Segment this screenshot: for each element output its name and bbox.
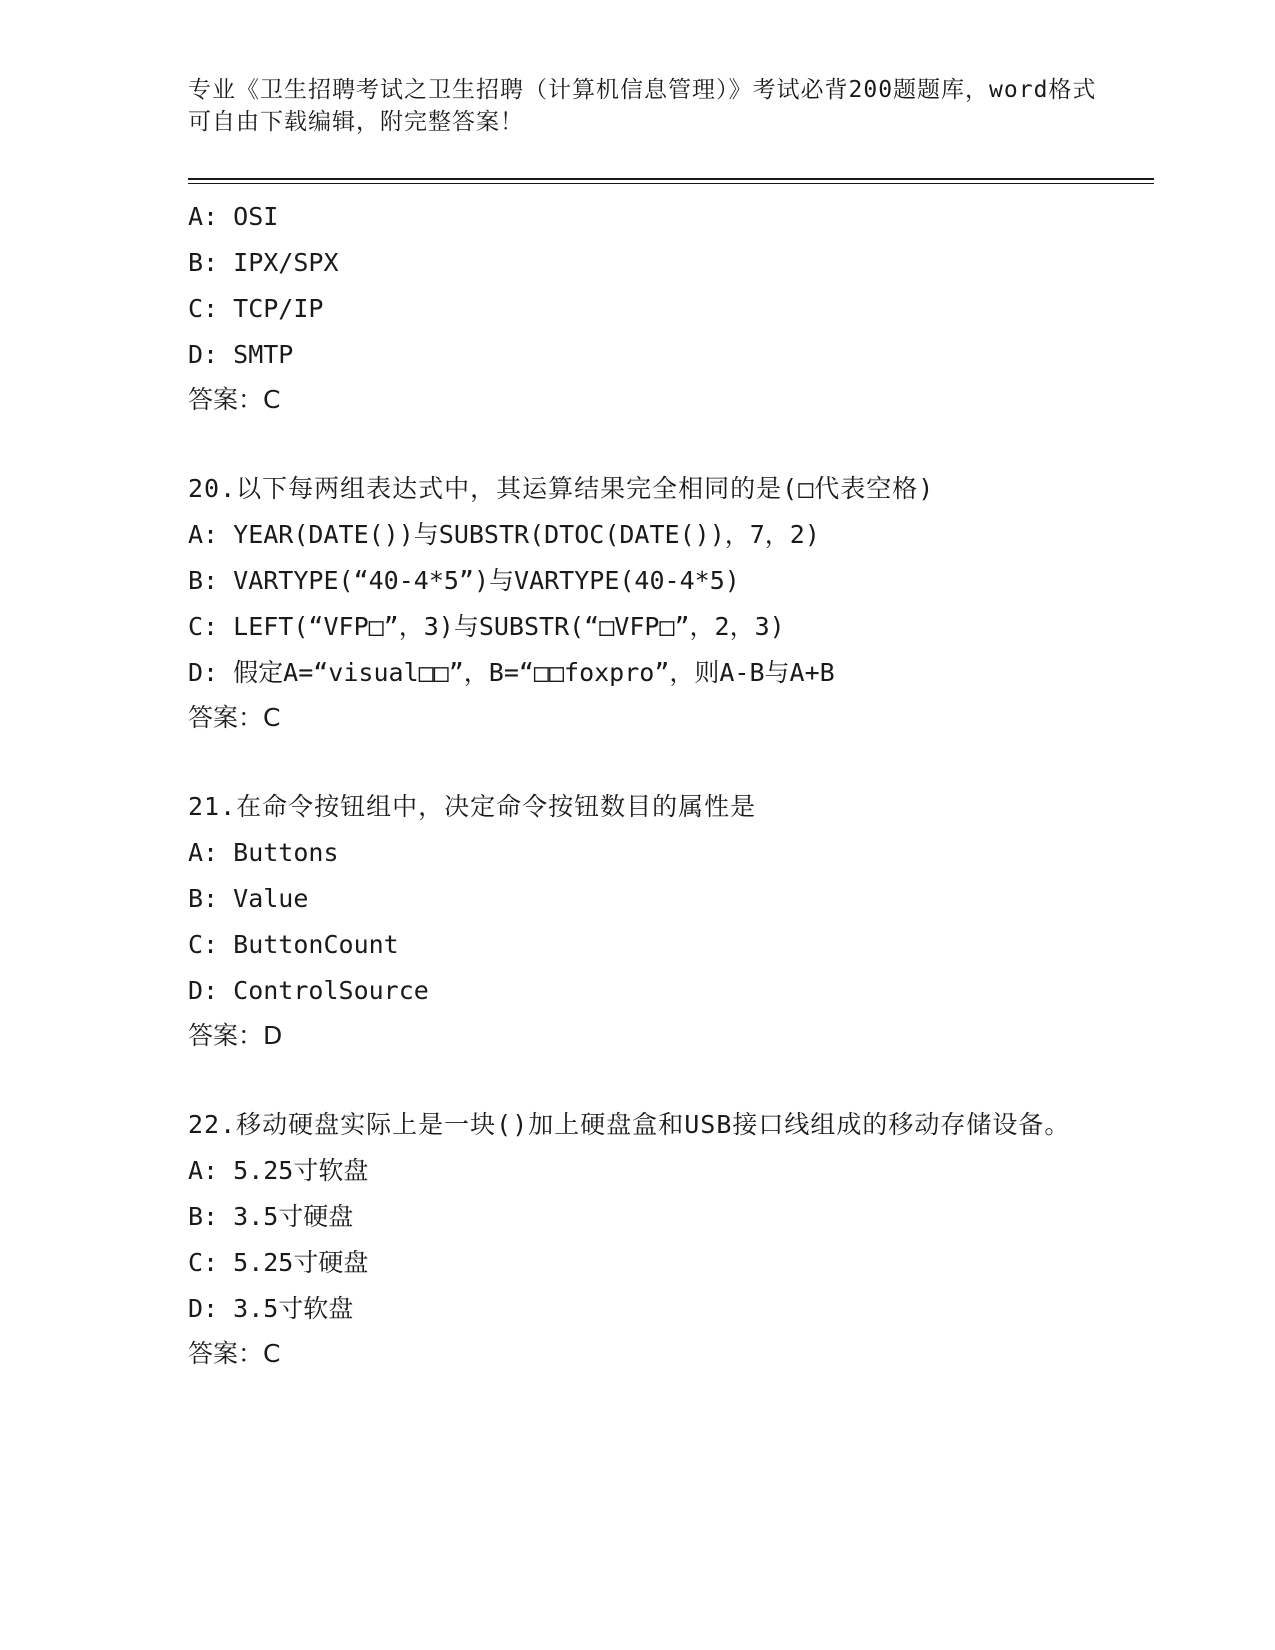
option-b: B: IPX/SPX: [188, 248, 339, 277]
spacer: [188, 422, 1128, 466]
question-text: 21.在命令按钮组中，决定命令按钮数目的属性是: [188, 792, 757, 821]
answer-line: 答案：D: [188, 1021, 283, 1050]
answer-line: 答案：C: [188, 1339, 281, 1368]
question-text: 20.以下每两组表达式中，其运算结果完全相同的是(□代表空格): [188, 474, 935, 503]
question-block-19: [188, 194, 1128, 422]
option-c: C: LEFT(“VFP□”，3)与SUBSTR(“□VFP□”，2，3): [188, 612, 785, 641]
answer-line: 答案：C: [188, 385, 281, 414]
option-d: D: 3.5寸软盘: [188, 1294, 354, 1323]
header-divider-thick: [188, 178, 1154, 180]
header-divider-thin: [188, 183, 1154, 184]
option-c: C: ButtonCount: [188, 930, 399, 959]
option-c: C: 5.25寸硬盘: [188, 1248, 369, 1277]
answer-line: 答案：C: [188, 703, 281, 732]
option-d: D: SMTP: [188, 340, 294, 369]
question-text: 22.移动硬盘实际上是一块()加上硬盘盒和USB接口线组成的移动存储设备。: [188, 1110, 1071, 1139]
document-header: 专业《卫生招聘考试之卫生招聘（计算机信息管理）》考试必背200题题库，word格式可自由下载编辑，附完整答案！: [188, 77, 1097, 135]
question-block-20: [188, 466, 1128, 740]
option-a: A: 5.25寸软盘: [188, 1156, 369, 1185]
option-a: A: Buttons: [188, 838, 339, 867]
option-b: B: 3.5寸硬盘: [188, 1202, 354, 1231]
option-d: D: 假定A=“visual□□”，B=“□□foxpro”，则A-B与A+B: [188, 658, 835, 687]
question-block-22: [188, 1102, 1128, 1376]
spacer: [188, 1058, 1128, 1102]
option-b: B: VARTYPE(“40-4*5”)与VARTYPE(40-4*5): [188, 566, 740, 595]
option-d: D: ControlSource: [188, 976, 429, 1005]
question-block-21: [188, 784, 1128, 1058]
spacer: [188, 740, 1128, 784]
option-b: B: Value: [188, 884, 309, 913]
question-list: [188, 194, 1128, 1376]
option-c: C: TCP/IP: [188, 294, 324, 323]
option-a: A: OSI: [188, 202, 279, 231]
option-a: A: YEAR(DATE())与SUBSTR(DTOC(DATE())，7，2): [188, 520, 820, 549]
